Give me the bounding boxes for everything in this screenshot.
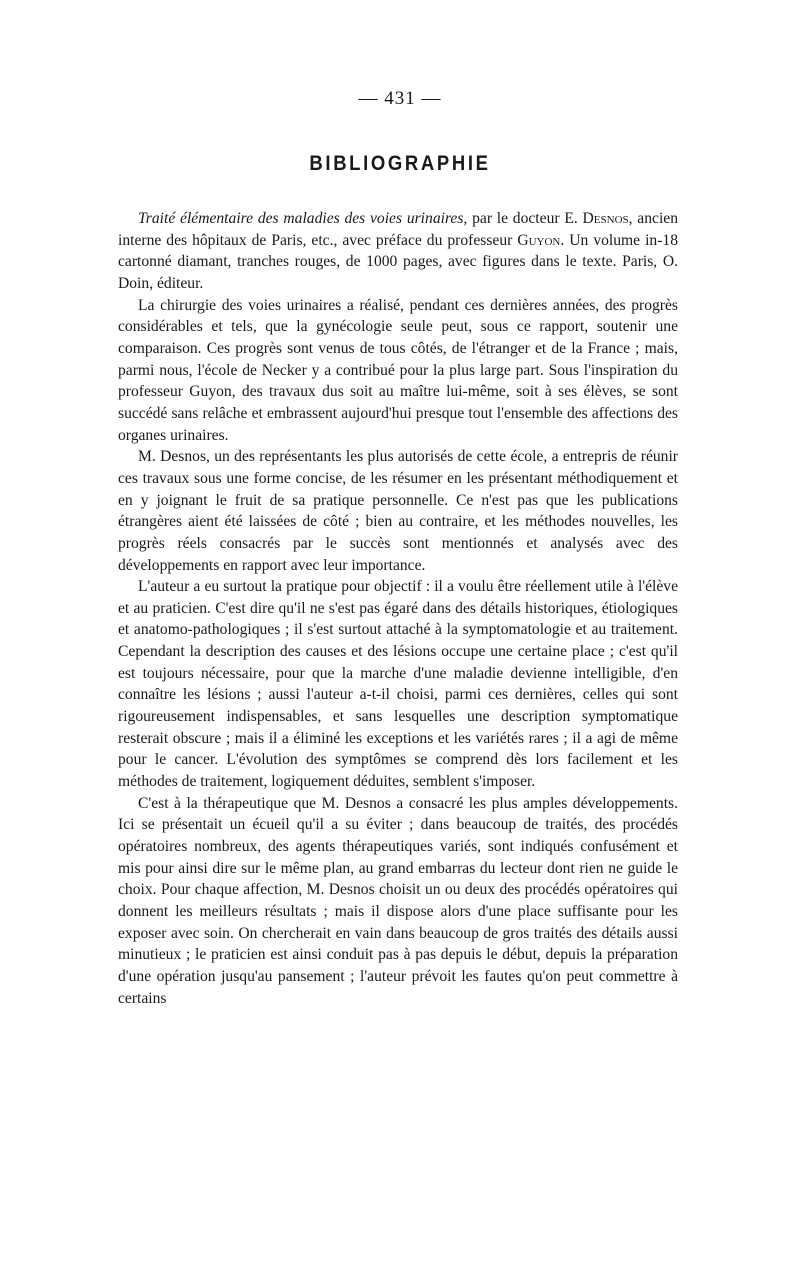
- citation-text-3: . Un volume in-18 cartonné diamant, tranches rouges, de 1000 pages, avec figures dans le texte. Paris, O. Doin, éditeur.: [118, 231, 678, 292]
- review-paragraph-4: C'est à la thérapeutique que M. Desnos a consacré les plus amples développements. Ici se présentait un écueil qu'il a su éviter ; dans beaucoup de traités, des procédés opératoires nombreux, des agents thérapeutiques variés, sont indiqués confusément et mis pour ainsi dire sur le même plan, au grand embarras du lecteur dont rien ne guide le choix. Pour chaque affection, M. Desnos choisit un ou deux des procédés opératoires qui donnent les meilleurs résultats ; mais il dispose alors d'une place suffisante pour les exposer avec soin. On chercherait en vain dans beaucoup de gros traités des détails aussi minutieux ; le praticien est ainsi conduit pas à pas depuis le début, depuis la préparation d'une opération jusqu'au pansement ; l'auteur prévoit les fautes qu'on peut commettre à certains: [118, 794, 678, 1007]
- article-body: [118, 208, 678, 1009]
- preface-author: Guyon: [517, 231, 561, 249]
- page-number: — 431 —: [358, 88, 442, 109]
- review-paragraph-2: M. Desnos, un des représentants les plus autorisés de cette école, a entrepris de réunir ces travaux sous une forme concise, de les résumer en les présentant méthodiquement et en y joignant le fruit de sa pratique personnelle. Ce n'est pas que les publications étrangères aient été laissées de côté ; bien au contraire, et les méthodes nouvelles, les progrès réels consacrés par le succès sont mentionnés et analysés avec des développements en rapport avec leur importance.: [118, 448, 678, 574]
- page-title: BIBLIOGRAPHIE: [309, 152, 491, 175]
- citation-text-2: , ancien interne des hôpitaux de Paris, etc., avec préface du professeur: [118, 210, 678, 249]
- bibliography-entry: [118, 208, 678, 295]
- book-title: Traité élémentaire des maladies des voies urinaires,: [138, 210, 468, 227]
- review-paragraph-3: L'auteur a eu surtout la pratique pour objectif : il a voulu être réellement utile à l'élève et au praticien. C'est dire qu'il ne s'est pas égaré dans des détails historiques, étiologiques et anatomo-pathologiques ; il s'est surtout attaché à la symptomatologie et au traitement. Cependant la description des causes et des lésions occupe une certaine place ; c'est qu'il est toujours nécessaire, pour que la marche d'une maladie devienne intelligible, d'en connaître les lésions ; aussi l'auteur a-t-il choisi, parmi ces dernières, celles qui sont rigoureusement indispensables, et sans lesquelles une description symptomatique resterait obscure ; mais il a éliminé les exceptions et les variétés rares ; il a agi de même pour le cancer. L'évolution des symptômes se comprend dès lors facilement et les méthodes de traitement, logiquement déduites, semblent s'imposer.: [118, 578, 678, 791]
- citation-text-1: par le docteur E.: [467, 210, 583, 227]
- review-paragraph-1: La chirurgie des voies urinaires a réalisé, pendant ces dernières années, des progrès considérables et tels, que la gynécologie seule peut, sous ce rapport, soutenir une comparaison. Ces progrès sont venus de tous côtés, de l'étranger et de la France ; mais, parmi nous, l'école de Necker y a contribué pour la plus large part. Sous l'inspiration du professeur Guyon, des travaux dus soit au maître lui-même, soit à ses élèves, se sont succédé sans relâche et embrassent aujourd'hui presque tout l'ensemble des affections des organes urinaires.: [118, 296, 678, 444]
- author-name: Desnos: [582, 210, 629, 227]
